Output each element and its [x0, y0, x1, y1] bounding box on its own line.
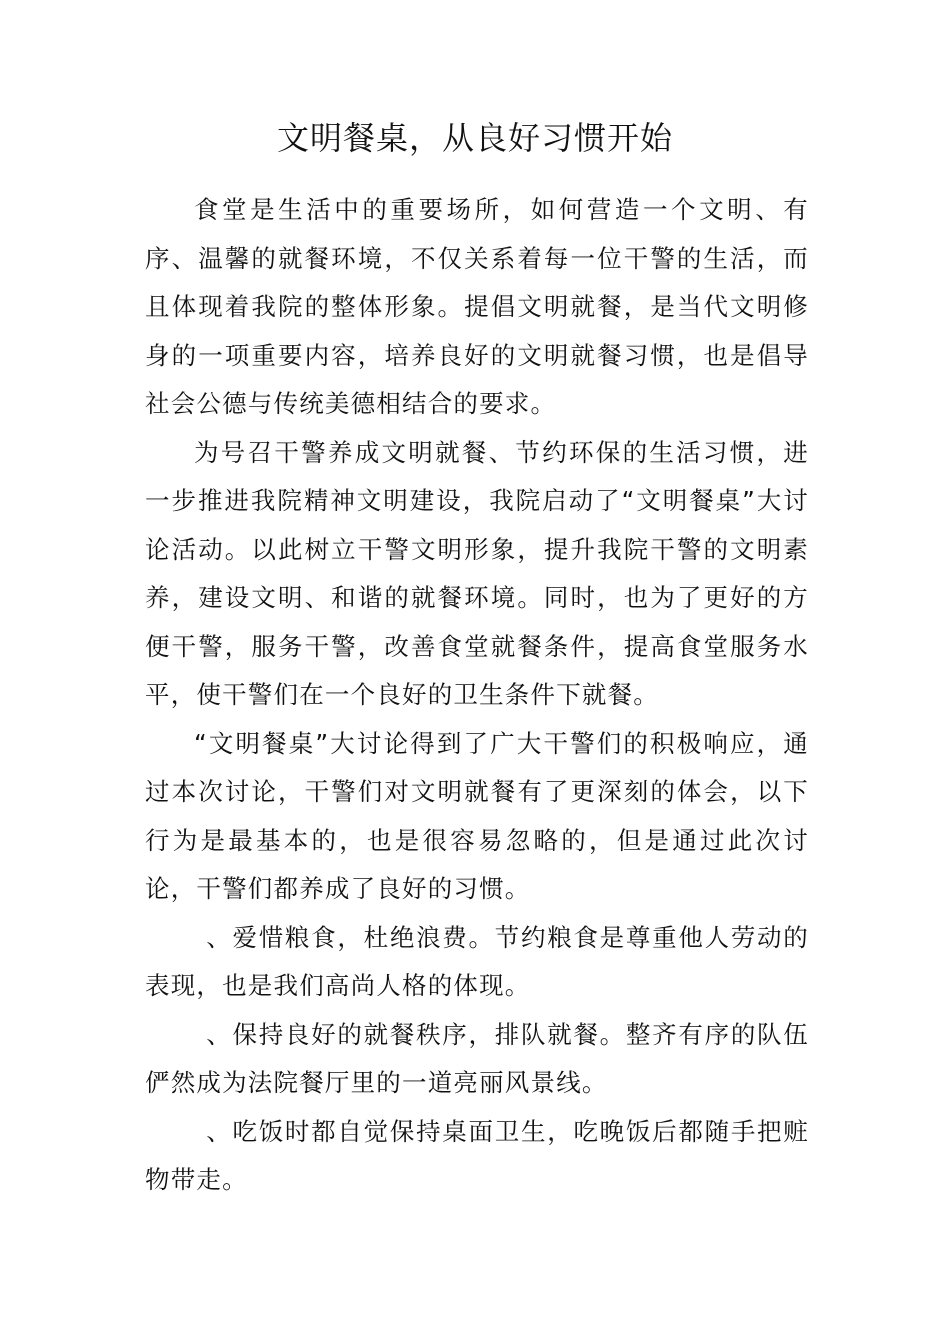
paragraph-activity: 为号召干警养成文明就餐、节约环保的生活习惯，进一步推进我院精神文明建设，我院启动了“文明餐桌”大讨论活动。以此树立干警文明形象，提升我院干警的文明素养，建设文明、和谐的就餐环境。同时，也为了更好的方便干警，服务干警，改善食堂就餐条件，提高食堂服务水平，使干警们在一个良好的卫生条件下就餐。 [145, 437, 809, 709]
paragraph-intro: 食堂是生活中的重要场所，如何营造一个文明、有序、温馨的就餐环境，不仅关系着每一位干警的生活，而且体现着我院的整体形象。提倡文明就餐，是当代文明修身的一项重要内容，培养良好的文明就餐习惯，也是倡导社会公德与传统美德相结合的要求。 [145, 195, 809, 418]
list-item: 、保持良好的就餐秩序，排队就餐。整齐有序的队伍俨然成为法院餐厅里的一道亮丽风景线。 [145, 1019, 809, 1097]
paragraph-response: “文明餐桌”大讨论得到了广大干警们的积极响应，通过本次讨论，干警们对文明就餐有了更深刻的体会，以下行为是最基本的，也是很容易忽略的，但是通过此次讨论，干警们都养成了良好的习惯。 [145, 728, 809, 903]
list-item: 、吃饭时都自觉保持桌面卫生，吃晚饭后都随手把赃物带走。 [145, 1116, 809, 1194]
document-title: 文明餐桌，从良好习惯开始 [276, 119, 673, 157]
list-item: 、爱惜粮食，杜绝浪费。节约粮食是尊重他人劳动的表现，也是我们高尚人格的体现。 [145, 922, 809, 1000]
document-body [145, 186, 809, 1205]
